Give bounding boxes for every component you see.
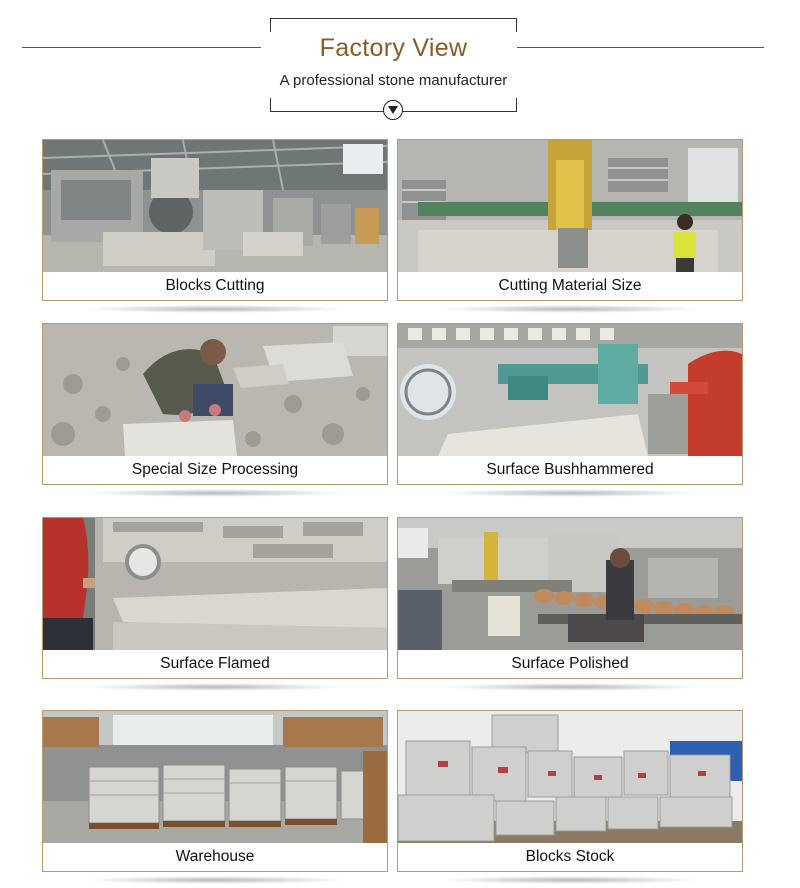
card-caption: Surface Polished <box>511 655 629 672</box>
cutting-material-size-photo <box>398 140 742 272</box>
factory-card-surface-bushhammered[interactable] <box>397 323 743 485</box>
factory-card-blocks-stock[interactable] <box>397 710 743 872</box>
surface-polished-photo <box>398 518 742 650</box>
card-caption: Cutting Material Size <box>498 277 642 294</box>
header-rule-right <box>517 47 764 48</box>
factory-card-special-size-processing[interactable] <box>42 323 388 485</box>
warehouse-photo <box>43 711 387 843</box>
header-bracket-top <box>270 18 517 32</box>
factory-card-surface-polished[interactable] <box>397 517 743 679</box>
card-caption: Surface Bushhammered <box>486 461 654 478</box>
card-caption: Blocks Stock <box>525 848 615 865</box>
special-size-processing-photo <box>43 324 387 456</box>
header-rule-left <box>22 47 261 48</box>
factory-card-surface-flamed[interactable] <box>42 517 388 679</box>
blocks-stock-photo <box>398 711 742 843</box>
factory-card-blocks-cutting[interactable] <box>42 139 388 301</box>
section-title: Factory View <box>319 34 468 62</box>
factory-card-cutting-material-size[interactable] <box>397 139 743 301</box>
card-caption: Blocks Cutting <box>165 277 265 294</box>
card-caption: Warehouse <box>175 848 255 865</box>
blocks-cutting-photo <box>43 140 387 272</box>
card-caption: Surface Flamed <box>160 655 270 672</box>
surface-bushhammered-photo <box>398 324 742 456</box>
chevron-down-circle-icon[interactable] <box>383 100 403 120</box>
factory-card-warehouse[interactable] <box>42 710 388 872</box>
card-caption: Special Size Processing <box>131 461 299 478</box>
section-subtitle: A professional stone manufacturer <box>279 72 508 89</box>
surface-flamed-photo <box>43 518 387 650</box>
